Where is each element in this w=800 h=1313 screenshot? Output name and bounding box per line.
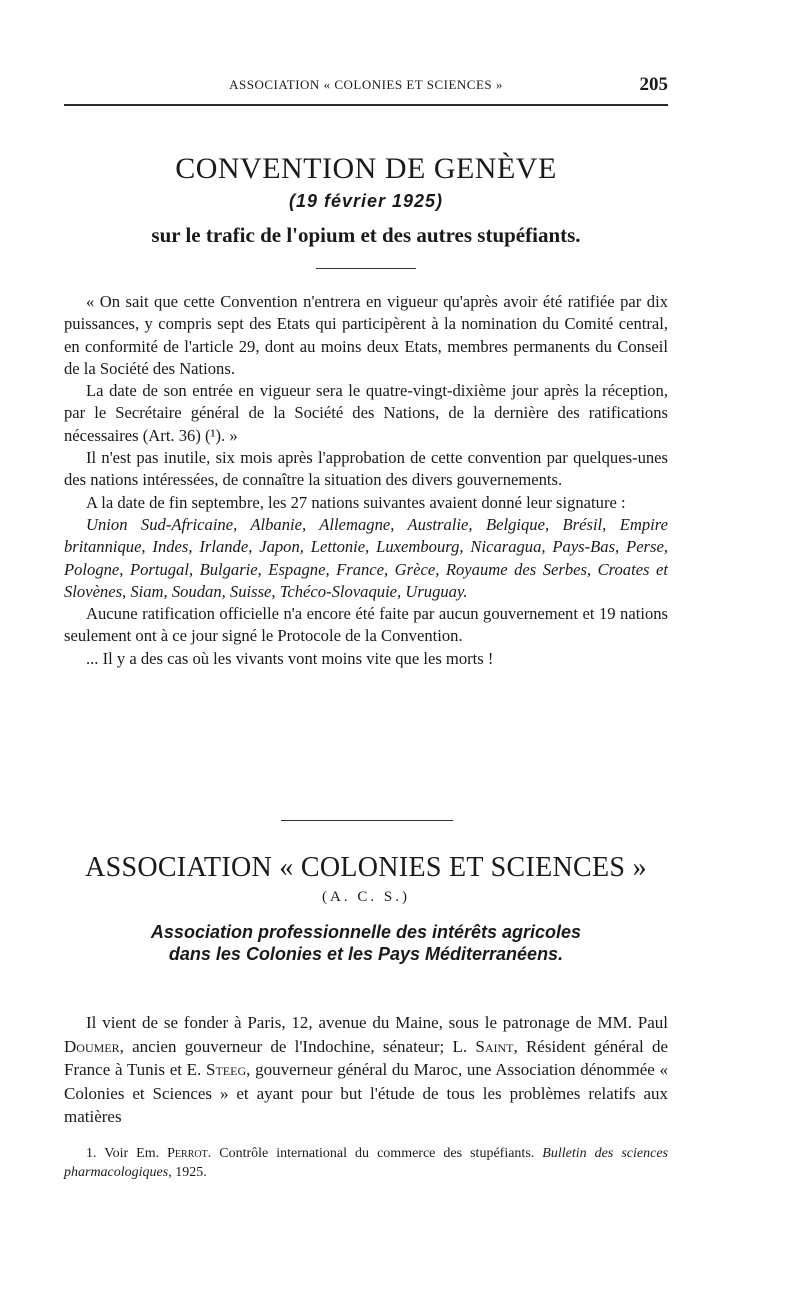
- association-description: [64, 921, 668, 965]
- footnote-author: Perrot: [167, 1146, 208, 1161]
- person-name: Saint: [475, 1036, 514, 1056]
- closing-remark: ... Il y a des cas où les vivants vont moins vite que les morts !: [86, 648, 494, 668]
- paragraph: Aucune ratification officielle n'a encore été faite par aucun gouvernement et 19 nations seulement ont à ce jour signé le Protocole de la Convention.: [64, 604, 668, 646]
- section-rule: [281, 820, 453, 821]
- description-line: Association professionnelle des intérêts agricoles: [150, 922, 582, 942]
- paragraph: Il n'est pas inutile, six mois après l'approbation de cette convention par quelques-unes des nations intéressées, de connaître la situation des divers gouvernements.: [64, 448, 668, 490]
- header-rule: [64, 104, 668, 106]
- page-number: 205: [639, 74, 668, 95]
- paragraph: A la date de fin septembre, les 27 nations suivantes avaient donné leur signature :: [86, 492, 626, 512]
- footnote: 1. Voir Em. Perrot. Contrôle international du commerce des stupéfiants. Bulletin des sciences pharmacologiques, 1925.: [64, 1146, 668, 1180]
- footnote-journal: Bulletin des sciences pharmacologiques: [64, 1146, 668, 1180]
- person-name: Steeg: [206, 1060, 247, 1080]
- country-list: Union Sud-Africaine, Albanie, Allemagne, Australie, Belgique, Brésil, Empire britannique, Indes, Irlande, Japon, Lettonie, Luxembourg, Nicaragua, Pays-Bas, Perse, Pologne, Portugal, Bulgarie, Espagne, France, Grèce, Royaume des Serbes, Croates et Slovènes, Siam, Soudan, Suisse, Tchéco-Slovaquie, Uruguay.: [64, 514, 668, 601]
- association-title: ASSOCIATION « COLONIES ET SCIENCES »: [85, 852, 647, 883]
- association-acronym: (A. C. S.): [322, 889, 410, 905]
- association-text: [64, 1011, 668, 1129]
- running-head-title: ASSOCIATION « COLONIES ET SCIENCES »: [229, 77, 503, 92]
- section-rule: [316, 268, 416, 269]
- description-line: dans les Colonies et les Pays Méditerranéens.: [168, 944, 564, 964]
- running-head: [64, 74, 668, 100]
- person-name: Doumer: [64, 1036, 120, 1056]
- paragraph: « On sait que cette Convention n'entrera en vigueur qu'après avoir été ratifiée par dix puissances, y compris sept des Etats qui participèrent à la nomination du Comité central, en conformité de l'article 29, dont au moins deux Etats, membres permanents du Conseil de la Société des Nations.: [64, 292, 668, 378]
- convention-subtitle: sur le trafic de l'opium et des autres stupéfiants.: [151, 223, 581, 247]
- paragraph: La date de son entrée en vigueur sera le quatre-vingt-dixième jour après la réception, par le Secrétaire général de la Société des Nations, de la dernière des ratifications nécessaires (Art. 36) (¹). »: [64, 381, 668, 445]
- convention-title: CONVENTION DE GENÈVE: [175, 152, 557, 185]
- convention-text: [64, 291, 668, 670]
- paragraph: Il vient de se fonder à Paris, 12, avenue du Maine, sous le patronage de MM. Paul Doumer, ancien gouverneur de l'Indochine, sénateur; L. Saint, Résident général de France à Tunis et E. Steeg, gouverneur général du Maroc, une Association dénommée « Colonies et Sciences » et ayant pour but l'étude de tous les problèmes relatifs aux matières: [64, 1013, 668, 1127]
- convention-date: (19 février 1925): [288, 191, 444, 211]
